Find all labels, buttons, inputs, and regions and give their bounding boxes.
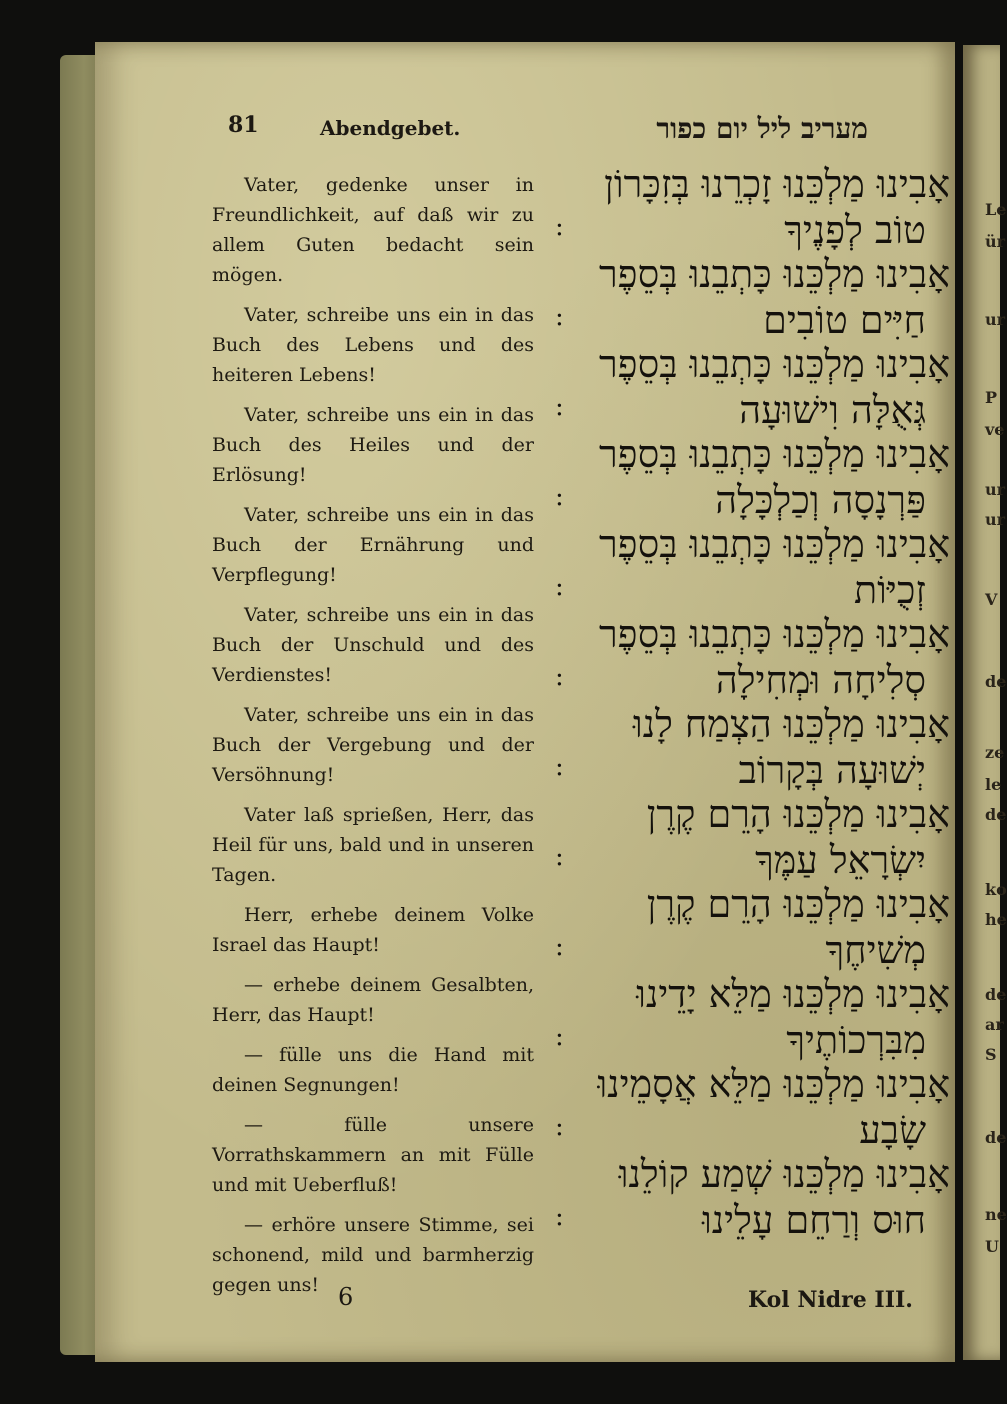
verse-line: אָבִינוּ מַלְכֵּנוּ מַלֵּא יָדֵינוּ <box>636 972 950 1016</box>
verse-end-mark: : <box>555 212 564 242</box>
german-running-title: Abendgebet. <box>320 116 461 140</box>
german-paragraph: — erhöre unsere Stimme, sei schonend, mild und barmherzig gegen uns! <box>212 1214 534 1296</box>
verse-end-mark: : <box>555 392 564 422</box>
german-paragraph: Vater, schreibe uns ein in das Buch der Ernährung und Verpflegung! <box>212 504 534 586</box>
hebrew-verse <box>545 160 950 250</box>
adjacent-page-fragment: de <box>985 805 1007 824</box>
hebrew-verse <box>545 1060 950 1150</box>
verse-line: יִשְׂרָאֵל עַמֶּךָ <box>755 838 926 882</box>
hebrew-prayer-column <box>545 160 950 1240</box>
signature-mark: 6 <box>338 1283 354 1311</box>
german-paragraph: Vater, schreibe uns ein in das Buch der Vergebung und der Versöhnung! <box>212 704 534 786</box>
verse-line: אָבִינוּ מַלְכֵּנוּ זָכְרֵנוּ בְּזִכָּרוֹן <box>604 162 950 206</box>
verse-line: סְלִיחָה וּמְחִילָה <box>715 658 926 702</box>
verse-line: אָבִינוּ מַלְכֵּנוּ הָרֵם קֶרֶן <box>646 792 950 836</box>
adjacent-page-fragment: he <box>985 910 1007 929</box>
verse-end-mark: : <box>555 842 564 872</box>
verse-line: חַיִּים טוֹבִים <box>763 298 926 342</box>
verse-line: אָבִינוּ מַלְכֵּנוּ כָּתְבֵנוּ בְּסֵפֶר <box>599 252 950 296</box>
verse-line: אָבִינוּ מַלְכֵּנוּ הָרֵם קֶרֶן <box>646 882 950 926</box>
german-paragraph: — fülle unsere Vorrathskammern an mit Fülle und mit Ueberfluß! <box>212 1114 534 1196</box>
verse-line: פַּרְנָסָה וְכַלְכָּלָה <box>715 478 926 522</box>
hebrew-verse <box>545 250 950 340</box>
page-header <box>228 112 868 152</box>
verse-end-mark: : <box>555 572 564 602</box>
hebrew-verse <box>545 340 950 430</box>
german-translation-column <box>212 170 534 1310</box>
verse-line: טוֹב לְפָנֶיךָ <box>784 208 926 252</box>
verse-end-mark: : <box>555 482 564 512</box>
verse-end-mark: : <box>555 1202 564 1232</box>
verse-end-mark: : <box>555 932 564 962</box>
german-paragraph: Vater, schreibe uns ein in das Buch des Heiles und der Erlösung! <box>212 404 534 486</box>
verse-end-mark: : <box>555 302 564 332</box>
verse-line: אָבִינוּ מַלְכֵּנוּ שְׁמַע קוֹלֵנוּ <box>618 1152 950 1196</box>
german-paragraph: — erhebe deinem Gesalbten, Herr, das Haupt! <box>212 974 534 1026</box>
adjacent-page-fragment: ür <box>985 232 1006 251</box>
page-number: 81 <box>228 112 259 138</box>
verse-line: יְשׁוּעָה בְּקָרוֹב <box>738 748 926 792</box>
german-paragraph: Vater, schreibe uns ein in das Buch des Lebens und des heiteren Lebens! <box>212 304 534 386</box>
adjacent-page-fragment: V <box>985 590 998 609</box>
adjacent-page-fragment: ur <box>985 480 1006 499</box>
adjacent-page-fragment: S <box>985 1045 997 1064</box>
footer-signature: Kol Nidre III. <box>748 1287 913 1313</box>
adjacent-page-fragment: de <box>985 672 1007 691</box>
verse-line: אָבִינוּ מַלְכֵּנוּ הַצְמַח לָנוּ <box>633 702 950 746</box>
adjacent-page-fragment: de <box>985 1128 1007 1147</box>
adjacent-page-fragment: ze <box>985 743 1005 762</box>
adjacent-page-fragment: de <box>985 985 1007 1004</box>
hebrew-verse <box>545 970 950 1060</box>
verse-line: גְּאֻלָּה וִישׁוּעָה <box>739 388 926 432</box>
verse-line: אָבִינוּ מַלְכֵּנוּ כָּתְבֵנוּ בְּסֵפֶר <box>599 522 950 566</box>
hebrew-verse <box>545 1150 950 1240</box>
hebrew-verse <box>545 880 950 970</box>
german-paragraph: — fülle uns die Hand mit deinen Segnungen! <box>212 1044 534 1096</box>
hebrew-verse <box>545 700 950 790</box>
verse-line: זְכֻיּוֹת <box>853 568 926 612</box>
german-paragraph: Vater, schreibe uns ein in das Buch der Unschuld und des Verdienstes! <box>212 604 534 686</box>
adjacent-page-fragment: ur <box>985 310 1006 329</box>
adjacent-page-fragment: ar <box>985 1015 1004 1034</box>
adjacent-page-fragment: ne <box>985 1205 1007 1224</box>
verse-line: אָבִינוּ מַלְכֵּנוּ מַלֵּא אֲסָמֵינוּ <box>597 1062 950 1106</box>
verse-line: אָבִינוּ מַלְכֵּנוּ כָּתְבֵנוּ בְּסֵפֶר <box>599 612 950 656</box>
verse-end-mark: : <box>555 1112 564 1142</box>
hebrew-running-title: מעריב ליל יום כפור <box>656 112 868 145</box>
adjacent-page-fragment: P <box>985 388 998 407</box>
verse-line: מִבִּרְכוֹתֶיךָ <box>786 1018 926 1062</box>
adjacent-page-fragment: ko <box>985 880 1007 899</box>
verse-line: חוּס וְרַחֵם עָלֵינוּ <box>702 1198 926 1242</box>
verse-end-mark: : <box>555 1022 564 1052</box>
german-paragraph: Vater, gedenke unser in Freundlichkeit, auf daß wir zu allem Guten bedacht sein mögen. <box>212 174 534 286</box>
verse-end-mark: : <box>555 662 564 692</box>
verse-line: שָׂבָע <box>859 1108 926 1152</box>
adjacent-page-fragment: U <box>985 1237 999 1256</box>
adjacent-page-fragment: Le <box>985 200 1007 219</box>
german-paragraph: Herr, erhebe deinem Volke Israel das Haupt! <box>212 904 534 956</box>
verse-end-mark: : <box>555 752 564 782</box>
verse-line: אָבִינוּ מַלְכֵּנוּ כָּתְבֵנוּ בְּסֵפֶר <box>599 342 950 386</box>
verse-line: מְשִׁיחֶךָ <box>825 928 926 972</box>
adjacent-page-fragment: ve <box>985 420 1005 439</box>
hebrew-verse <box>545 520 950 610</box>
adjacent-page-fragment: ur <box>985 510 1006 529</box>
verse-line: אָבִינוּ מַלְכֵּנוּ כָּתְבֵנוּ בְּסֵפֶר <box>599 432 950 476</box>
hebrew-verse <box>545 430 950 520</box>
hebrew-verse <box>545 790 950 880</box>
german-paragraph: Vater laß sprießen, Herr, das Heil für uns, bald und in unseren Tagen. <box>212 804 534 886</box>
hebrew-verse <box>545 610 950 700</box>
adjacent-page-fragment: le <box>985 775 1002 794</box>
